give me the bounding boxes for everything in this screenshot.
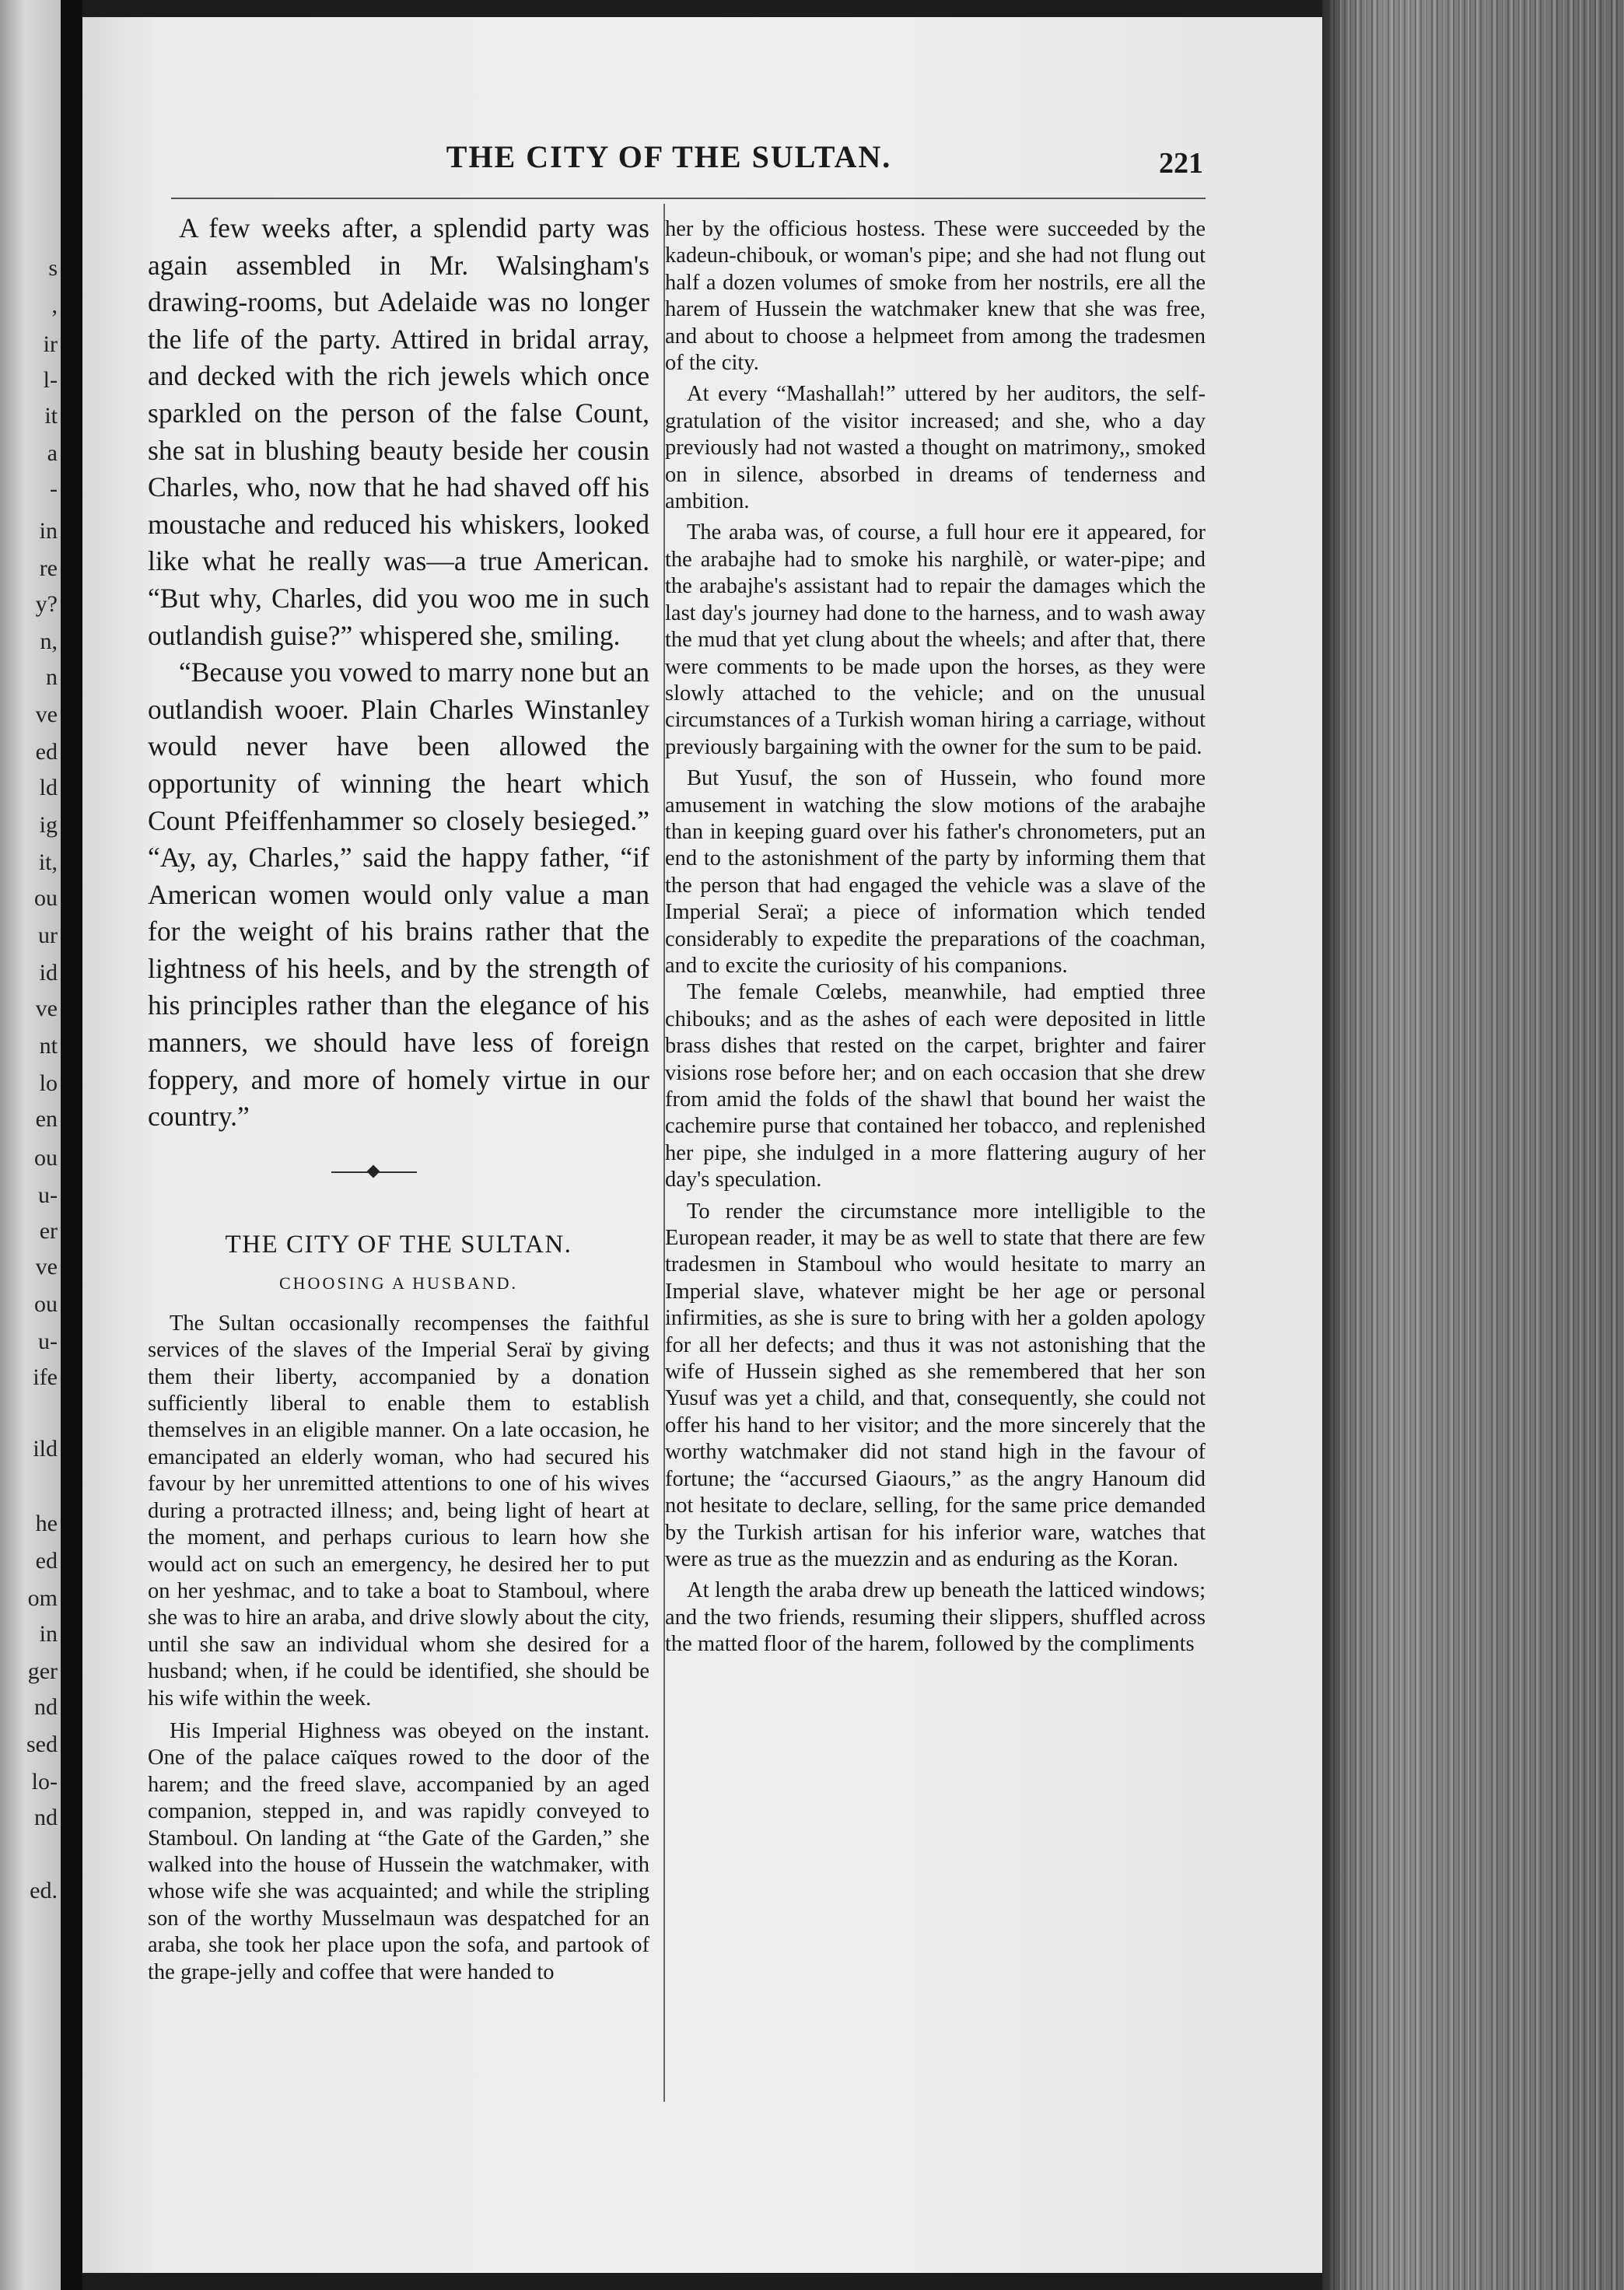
fragment-text: ig <box>39 812 58 838</box>
page-edges <box>1322 0 1624 2290</box>
article-body-left <box>148 1311 649 1986</box>
fragment-text: re <box>39 555 58 581</box>
running-head: THE CITY OF THE SULTAN. <box>446 139 892 174</box>
article-paragraph: To render the circumstance more intelligible to the European reader, it may be as well to state that there are few tradesmen in Stamboul who would hesitate to marry an Imperial slave, whatever might be her age or personal infirmities, as she is sure to bring with her a golden apology for all her defects; and thus it was not astonishing that the wife of Hussein sighed as she remembered that her son Yusuf was yet a child, and that, consequently, she could not offer his hand to her visitor; and the more sincerely that the worthy watchmaker did not stand high in the favour of fortune; the “accursed Giaours,” as the angry Hanoum did not hesitate to declare, selling, for the same price demanded by the Turkish artisan for his inferior ware, watches that were as true as the muezzin and as enduring as the Koran. <box>665 1199 1206 1571</box>
divider-diamond-icon <box>367 1164 380 1178</box>
fragment-text: l- <box>43 367 58 393</box>
fragment-text: ir <box>43 331 58 357</box>
fragment-text: ur <box>38 923 58 948</box>
story-paragraph: A few weeks after, a splendid party was again assembled in Mr. Walsingham's drawing-rooms, but Adelaide was no longer the life of the party. Attired in bridal array, and decked with the rich jewels which once sparkled on the person of the false Count, she sat in blushing beauty beside her cousin Charles, who, now that he had shaved off his moustache and reduced his whiskers, looked like what he really was—a true American. “But why, Charles, did you woo me in such outlandish guise?” whispered she, smiling. <box>148 212 649 651</box>
fragment-text: er <box>39 1218 58 1244</box>
fragment-text: , <box>51 292 58 318</box>
fragment-text: nt <box>39 1033 58 1059</box>
fragment-text: a <box>47 440 58 466</box>
fragment-text: ve <box>35 1254 58 1280</box>
page-number: 221 <box>1159 147 1203 180</box>
fragment-text: sed <box>26 1732 58 1757</box>
article-paragraph: But Yusuf, the son of Hussein, who found more amusement in watching the slow motions of the arabajhe than in keeping guard over his father's chronometers, put an end to the astonishment of the party by informing them that the person that had engaged the vehicle was a slave of the Imperial Seraï; a piece of information which tended considerably to expedite the preparations of the coachman, and to excite the curiosity of his companions. <box>665 766 1206 978</box>
fragment-text: ou <box>34 1291 58 1317</box>
fragment-text: ve <box>35 996 58 1021</box>
article-body-right <box>665 216 1206 1658</box>
fragment-text: u- <box>38 1329 58 1354</box>
article-paragraph: The female Cœlebs, meanwhile, had emptied three chibouks; and as the ashes of each were deposited in little brass dishes that rested on the carpet, brighter and fairer visions rose before her; and on each occasion that she drew from amid the folds of the shawl that bound her waist the cachemire purse that contained her tobacco, and replenished her pipe, she indulged in a more flattering augury of her day's speculation. <box>665 980 1206 1192</box>
fragment-text: lo- <box>31 1769 58 1795</box>
article-paragraph: her by the officious hostess. These were succeeded by the kadeun-chibouk, or woman's pipe; and she had not flung out half a dozen volumes of smoke from her nostrils, ere all the harem of Hussein the watchmaker knew that she was free, and about to choose a helpmeet from among the tradesmen of the city. <box>665 217 1206 376</box>
fragment-text: ou <box>34 885 58 911</box>
fragment-text: in <box>39 1621 58 1647</box>
fragment-text: ed <box>35 1548 58 1574</box>
section-divider-ornament <box>148 1145 649 1199</box>
fragment-text: ed. <box>30 1878 58 1903</box>
article-paragraph: At every “Mashallah!” uttered by her auditors, the self-gratulation of the visitor increased; and she, who a day previously had not wasted a thought on matrimony,, smoked on in silence, absorbed in dreams of tenderness and ambition. <box>665 382 1206 514</box>
fragment-text: ed <box>35 739 58 765</box>
fragment-text: nd <box>34 1694 58 1720</box>
fragment-text: n <box>46 664 58 690</box>
fragment-text: in <box>39 518 58 544</box>
fragment-text: ger <box>27 1658 58 1684</box>
fragment-text: om <box>27 1585 58 1611</box>
story-paragraph: “Because you vowed to marry none but an outlandish wooer. Plain Charles Winstanley would never have been allowed the opportunity of winning the heart which Count Pfeiffenhammer so closely besieged.” “Ay, ay, Charles,” said the happy father, “if American women would only value a man for the weight of his brains rather that the lightness of his heels, and by the strength of his principles rather than the elegance of his manners, we should have less of foreign foppery, and more of homely virtue in our country.” <box>148 657 649 1133</box>
fragment-text: - <box>50 476 58 502</box>
article-paragraph: His Imperial Highness was obeyed on the instant. One of the palace caïques rowed to the door of the harem; and the freed slave, accompanied by an aged companion, stepped in, and was rapidly conveyed to Stamboul. On landing at “the Gate of the Garden,” she walked into the house of Hussein the watchmaker, with whose wife she was acquainted; and while the stripling son of the worthy Musselmaun was despatched for an araba, she took her place upon the sofa, and partook of the grape-jelly and coffee that were handed to <box>148 1718 649 1984</box>
story-ending <box>148 210 649 1136</box>
book-spine-gutter <box>61 0 82 2290</box>
previous-page-fragment <box>0 0 61 2290</box>
fragment-text: ve <box>35 702 58 727</box>
fragment-text: ife <box>33 1364 58 1390</box>
left-column <box>148 210 649 1986</box>
article-title: THE CITY OF THE SULTAN. <box>225 1230 572 1259</box>
fragment-text: ld <box>39 775 58 800</box>
fragment-text: id <box>39 960 58 986</box>
fragment-text: it <box>44 403 58 429</box>
fragment-text: s <box>48 255 58 281</box>
fragment-text: ou <box>34 1145 58 1171</box>
fragment-text: n, <box>40 629 58 654</box>
fragment-text: lo <box>39 1070 58 1096</box>
article-subtitle: CHOOSING A HUSBAND. <box>279 1273 518 1293</box>
article-paragraph: The Sultan occasionally recompenses the faithful services of the slaves of the Imperial Seraï by giving them their liberty, accompanied by a donation sufficiently liberal to enable them to establish themselves in an eligible manner. On a late occasion, he emancipated an elderly woman, who had secured his favour by her unremitted attentions to one of his wives during a protracted illness; and, being light of heart at the moment, and perhaps curious to learn how she would act on such an emergency, he desired her to put on her yeshmac, and to take a boat to Stamboul, where she was to hire an araba, and drive slowly about the city, until she saw an individual whom she desired for a husband; when, if he could be identified, she should be his wife within the week. <box>148 1311 649 1710</box>
fragment-text: u- <box>38 1182 58 1208</box>
header-rule <box>171 198 1206 199</box>
article-paragraph: The araba was, of course, a full hour ere it appeared, for the arabajhe had to smoke his narghilè, or water-pipe; and the arabajhe's assistant had to repair the damages which the last day's journey had done to the harness, and to wash away the mud that yet clung about the wheels; and after that, there were comments to be made upon the horses, as they were slowly attached to the vehicle; and on the unusual circumstances of a Turkish woman hiring a carriage, without previously bargaining with the owner for the sum to be paid. <box>665 520 1206 759</box>
fragment-text: it, <box>38 849 58 875</box>
right-column <box>665 216 1206 1658</box>
fragment-text: nd <box>34 1805 58 1830</box>
fragment-text: en <box>35 1106 58 1132</box>
fragment-text: y? <box>35 591 58 617</box>
fragment-text: ild <box>33 1436 58 1462</box>
fragment-text: he <box>35 1511 58 1536</box>
article-paragraph: At length the araba drew up beneath the latticed windows; and the two friends, resuming their slippers, shuffled across the matted floor of the harem, followed by the compliments <box>665 1578 1206 1657</box>
